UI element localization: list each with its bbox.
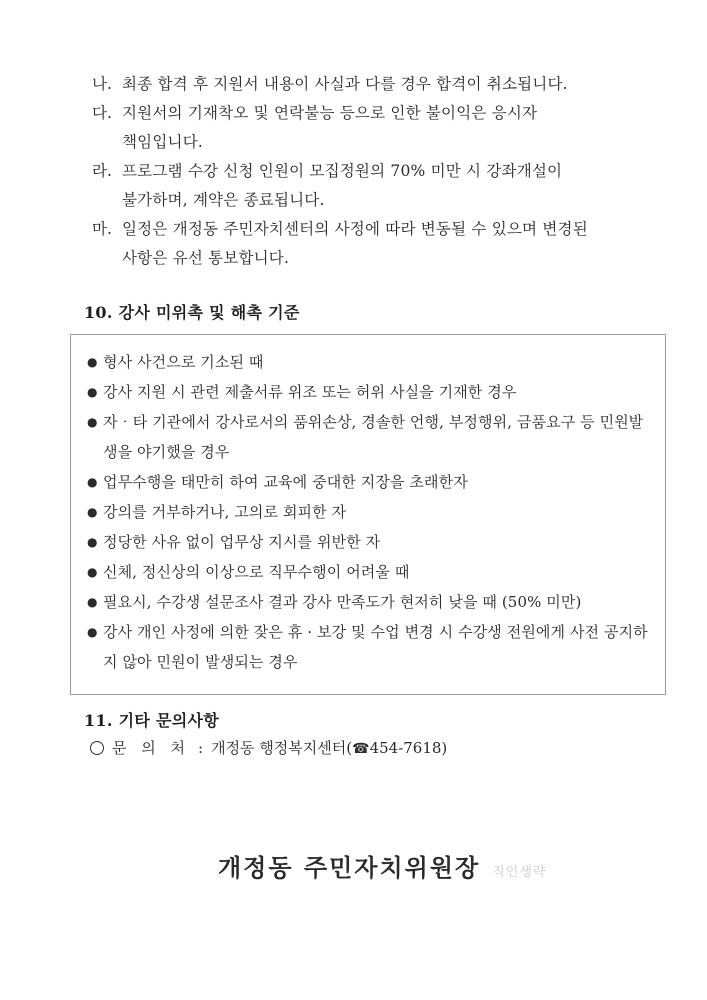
note-marker: 마. [92,220,112,238]
contact-org-text: 개정동 행정복지센터( [211,739,353,757]
criteria-text: 강사 개인 사정에 의한 잦은 휴 · 보강 및 수업 변경 시 수강생 전원에게 사전 공지하지 않아 민원이 발생되는 경우 [103,623,648,671]
note-text: 프로그램 수강 신청 인원이 모집정원의 70% 미만 시 강좌개설이 불가하며, 계약은 종료됩니다. [122,162,563,209]
list-item [87,587,653,617]
note-marker: 라. [92,162,112,180]
note-text: 지원서의 기재착오 및 연락불능 등으로 인한 불이익은 응시자 책임입니다. [122,104,538,151]
list-item [87,617,653,677]
notes-list [92,70,682,273]
list-item [87,347,653,377]
note-item [92,99,682,157]
list-item [87,467,653,497]
list-item [87,377,653,407]
criteria-text: 신체, 정신상의 이상으로 직무수행이 어려울 때 [103,563,410,581]
note-item [92,70,682,99]
criteria-text: 자‧타 기관에서 강사로서의 품위손상, 경솔한 언행, 부정행위, 금품요구 등 민원발생을 야기했을 경우 [103,413,644,461]
criteria-text: 강사 지원 시 관련 제출서류 위조 또는 허위 사실을 기재한 경우 [103,383,517,401]
note-item [92,215,682,273]
circle-bullet-icon [90,741,104,755]
list-item [87,557,653,587]
signature-block [218,848,546,883]
bullet-icon: ● [87,535,98,549]
section-11-title: 11. 기타 문의사항 [84,711,220,730]
bullet-icon: ● [87,415,98,429]
bullet-icon: ● [87,565,98,579]
bullet-icon: ● [87,505,98,519]
bullet-icon: ● [87,355,98,369]
note-item [92,157,682,215]
bullet-icon: ● [87,385,98,399]
criteria-text: 강의를 거부하거나, 고의로 회피한 자 [103,503,347,521]
note-text: 일정은 개정동 주민자치센터의 사정에 따라 변동될 수 있으며 변경된 사항은 유선 통보합니다. [122,220,588,267]
note-marker: 나. [92,75,112,93]
criteria-text: 정당한 사유 없이 업무상 지시를 위반한 자 [103,533,381,551]
list-item [87,527,653,557]
dismissal-criteria-box [70,334,666,695]
list-item [87,497,653,527]
phone-icon: ☎ [352,741,370,757]
contact-line [90,737,447,758]
bullet-icon: ● [87,595,98,609]
signature-title: 개정동 주민자치위원장 [218,853,481,882]
contact-org [211,737,447,758]
criteria-text: 업무수행을 태만히 하여 교육에 중대한 지장을 초래한자 [103,473,468,491]
criteria-text: 형사 사건으로 기소된 때 [103,353,264,371]
criteria-text: 필요시, 수강생 설문조사 결과 강사 만족도가 현저히 낮을 때 (50% 미만) [103,593,582,611]
bullet-icon: ● [87,625,98,639]
phone-number: 454-7618) [369,739,448,757]
list-item [87,407,653,467]
criteria-list [71,335,665,677]
seal-omitted-note: 직인생략 [492,865,547,880]
note-text: 최종 합격 후 지원서 내용이 사실과 다를 경우 합격이 취소됩니다. [122,75,568,93]
bullet-icon: ● [87,475,98,489]
contact-separator: : [198,738,204,757]
section-10-title: 10. 강사 미위촉 및 해촉 기준 [84,303,300,322]
contact-label: 문 의 처 [112,739,191,757]
note-marker: 다. [92,104,112,122]
